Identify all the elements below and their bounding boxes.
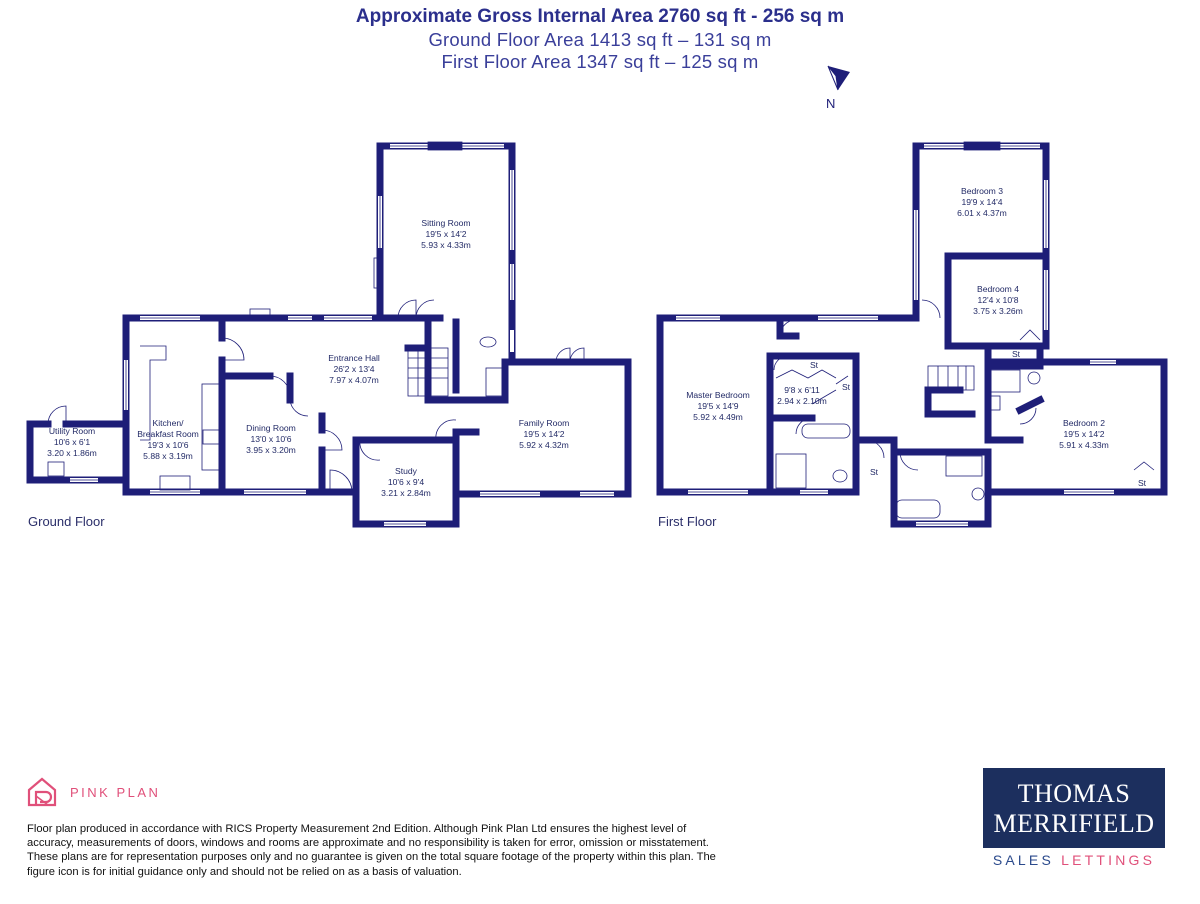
bedroom-2-name: Bedroom 2 — [1062, 418, 1106, 428]
pink-plan-house-icon — [26, 776, 58, 808]
svg-text:Breakfast Room: Breakfast Room — [137, 429, 199, 439]
svg-text:3.95 x 3.20m: 3.95 x 3.20m — [246, 445, 296, 455]
svg-text:5.92 x 4.32m: 5.92 x 4.32m — [519, 440, 569, 450]
svg-text:3.75 x 3.26m: 3.75 x 3.26m — [973, 306, 1023, 316]
svg-text:19'5 x 14'2: 19'5 x 14'2 — [523, 429, 565, 439]
entrance-hall-name: Entrance Hall — [328, 353, 380, 363]
svg-text:6.01 x 4.37m: 6.01 x 4.37m — [957, 208, 1007, 218]
ground-floor-label: Ground Floor — [28, 514, 105, 529]
pink-plan-brand: PINK PLAN — [70, 784, 161, 800]
first-floor-area: First Floor Area 1347 sq ft – 125 sq m — [441, 51, 759, 72]
svg-text:5.88 x 3.19m: 5.88 x 3.19m — [143, 451, 193, 461]
svg-text:St: St — [869, 467, 879, 477]
svg-text:5.92 x 4.49m: 5.92 x 4.49m — [693, 412, 743, 422]
svg-text:5.93 x 4.33m: 5.93 x 4.33m — [421, 240, 471, 250]
kitchen-name: Kitchen/ — [152, 418, 184, 428]
svg-text:19'3 x 10'6: 19'3 x 10'6 — [147, 440, 189, 450]
thomas-merrifield-logo — [983, 768, 1165, 848]
first-floor-label: First Floor — [658, 514, 717, 529]
ground-floor-windows — [70, 146, 614, 524]
svg-text:10'6 x 6'1: 10'6 x 6'1 — [53, 437, 91, 447]
bedroom-3-name: Bedroom 3 — [960, 186, 1004, 196]
svg-text:10'6 x 9'4: 10'6 x 9'4 — [387, 477, 425, 487]
svg-text:5.91 x 4.33m: 5.91 x 4.33m — [1059, 440, 1109, 450]
svg-text:12'4 x 10'8: 12'4 x 10'8 — [977, 295, 1019, 305]
north-label: N — [826, 96, 836, 111]
svg-text:13'0 x 10'6: 13'0 x 10'6 — [250, 434, 292, 444]
north-compass-icon — [826, 66, 850, 111]
dining-room-name: Dining Room — [246, 423, 296, 433]
svg-text:19'9 x 14'4: 19'9 x 14'4 — [961, 197, 1003, 207]
bedroom-4-name: Bedroom 4 — [976, 284, 1020, 294]
family-room-name: Family Room — [518, 418, 570, 428]
agent-lettings: LETTINGS — [1061, 852, 1156, 868]
ground-floor-area: Ground Floor Area 1413 sq ft – 131 sq m — [428, 29, 772, 50]
svg-text:St: St — [1011, 349, 1021, 359]
agent-sales: SALES — [992, 852, 1054, 868]
utility-room-name: Utility Room — [48, 426, 96, 436]
ground-floor-walls — [30, 146, 628, 524]
svg-text:19'5 x 14'9: 19'5 x 14'9 — [697, 401, 739, 411]
svg-text:26'2 x 13'4: 26'2 x 13'4 — [333, 364, 375, 374]
svg-text:St: St — [1137, 478, 1147, 488]
svg-text:3.20 x 1.86m: 3.20 x 1.86m — [47, 448, 97, 458]
agent-services — [983, 852, 1165, 868]
dressing-room-size: 9'8 x 6'11 — [784, 385, 820, 395]
agent-name-line2: MERRIFIELD — [993, 809, 1155, 838]
master-bedroom-name: Master Bedroom — [686, 390, 750, 400]
svg-text:7.97 x 4.07m: 7.97 x 4.07m — [329, 375, 379, 385]
sitting-room-name: Sitting Room — [421, 218, 471, 228]
svg-text:2.94 x 2.10m: 2.94 x 2.10m — [777, 396, 827, 406]
svg-text:19'5 x 14'2: 19'5 x 14'2 — [1063, 429, 1105, 439]
study-name: Study — [395, 466, 417, 476]
storage-label: St — [809, 360, 819, 370]
agent-name-line1: THOMAS — [1017, 779, 1131, 808]
gross-area-title: Approximate Gross Internal Area 2760 sq ft - 256 sq m — [355, 6, 845, 27]
disclaimer-text: Floor plan produced in accordance with RICS Property Measurement 2nd Edition. Although Pink Plan Ltd ensures the highest level of accuracy, measurements of doors, windows and rooms are approximate and no responsibility is taken for error, omission or misstatement. These plans are for representation purposes only and no guarantee is given on the total square footage of the property within this plan. The figure icon is for initial guidance only and should not be relied on as a basis of valuation. — [27, 823, 716, 878]
svg-text:St: St — [841, 382, 851, 392]
pink-plan-logo — [26, 776, 160, 808]
svg-text:19'5 x 14'2: 19'5 x 14'2 — [425, 229, 467, 239]
first-floor-walls — [660, 146, 1164, 524]
svg-text:3.21 x 2.84m: 3.21 x 2.84m — [381, 488, 431, 498]
